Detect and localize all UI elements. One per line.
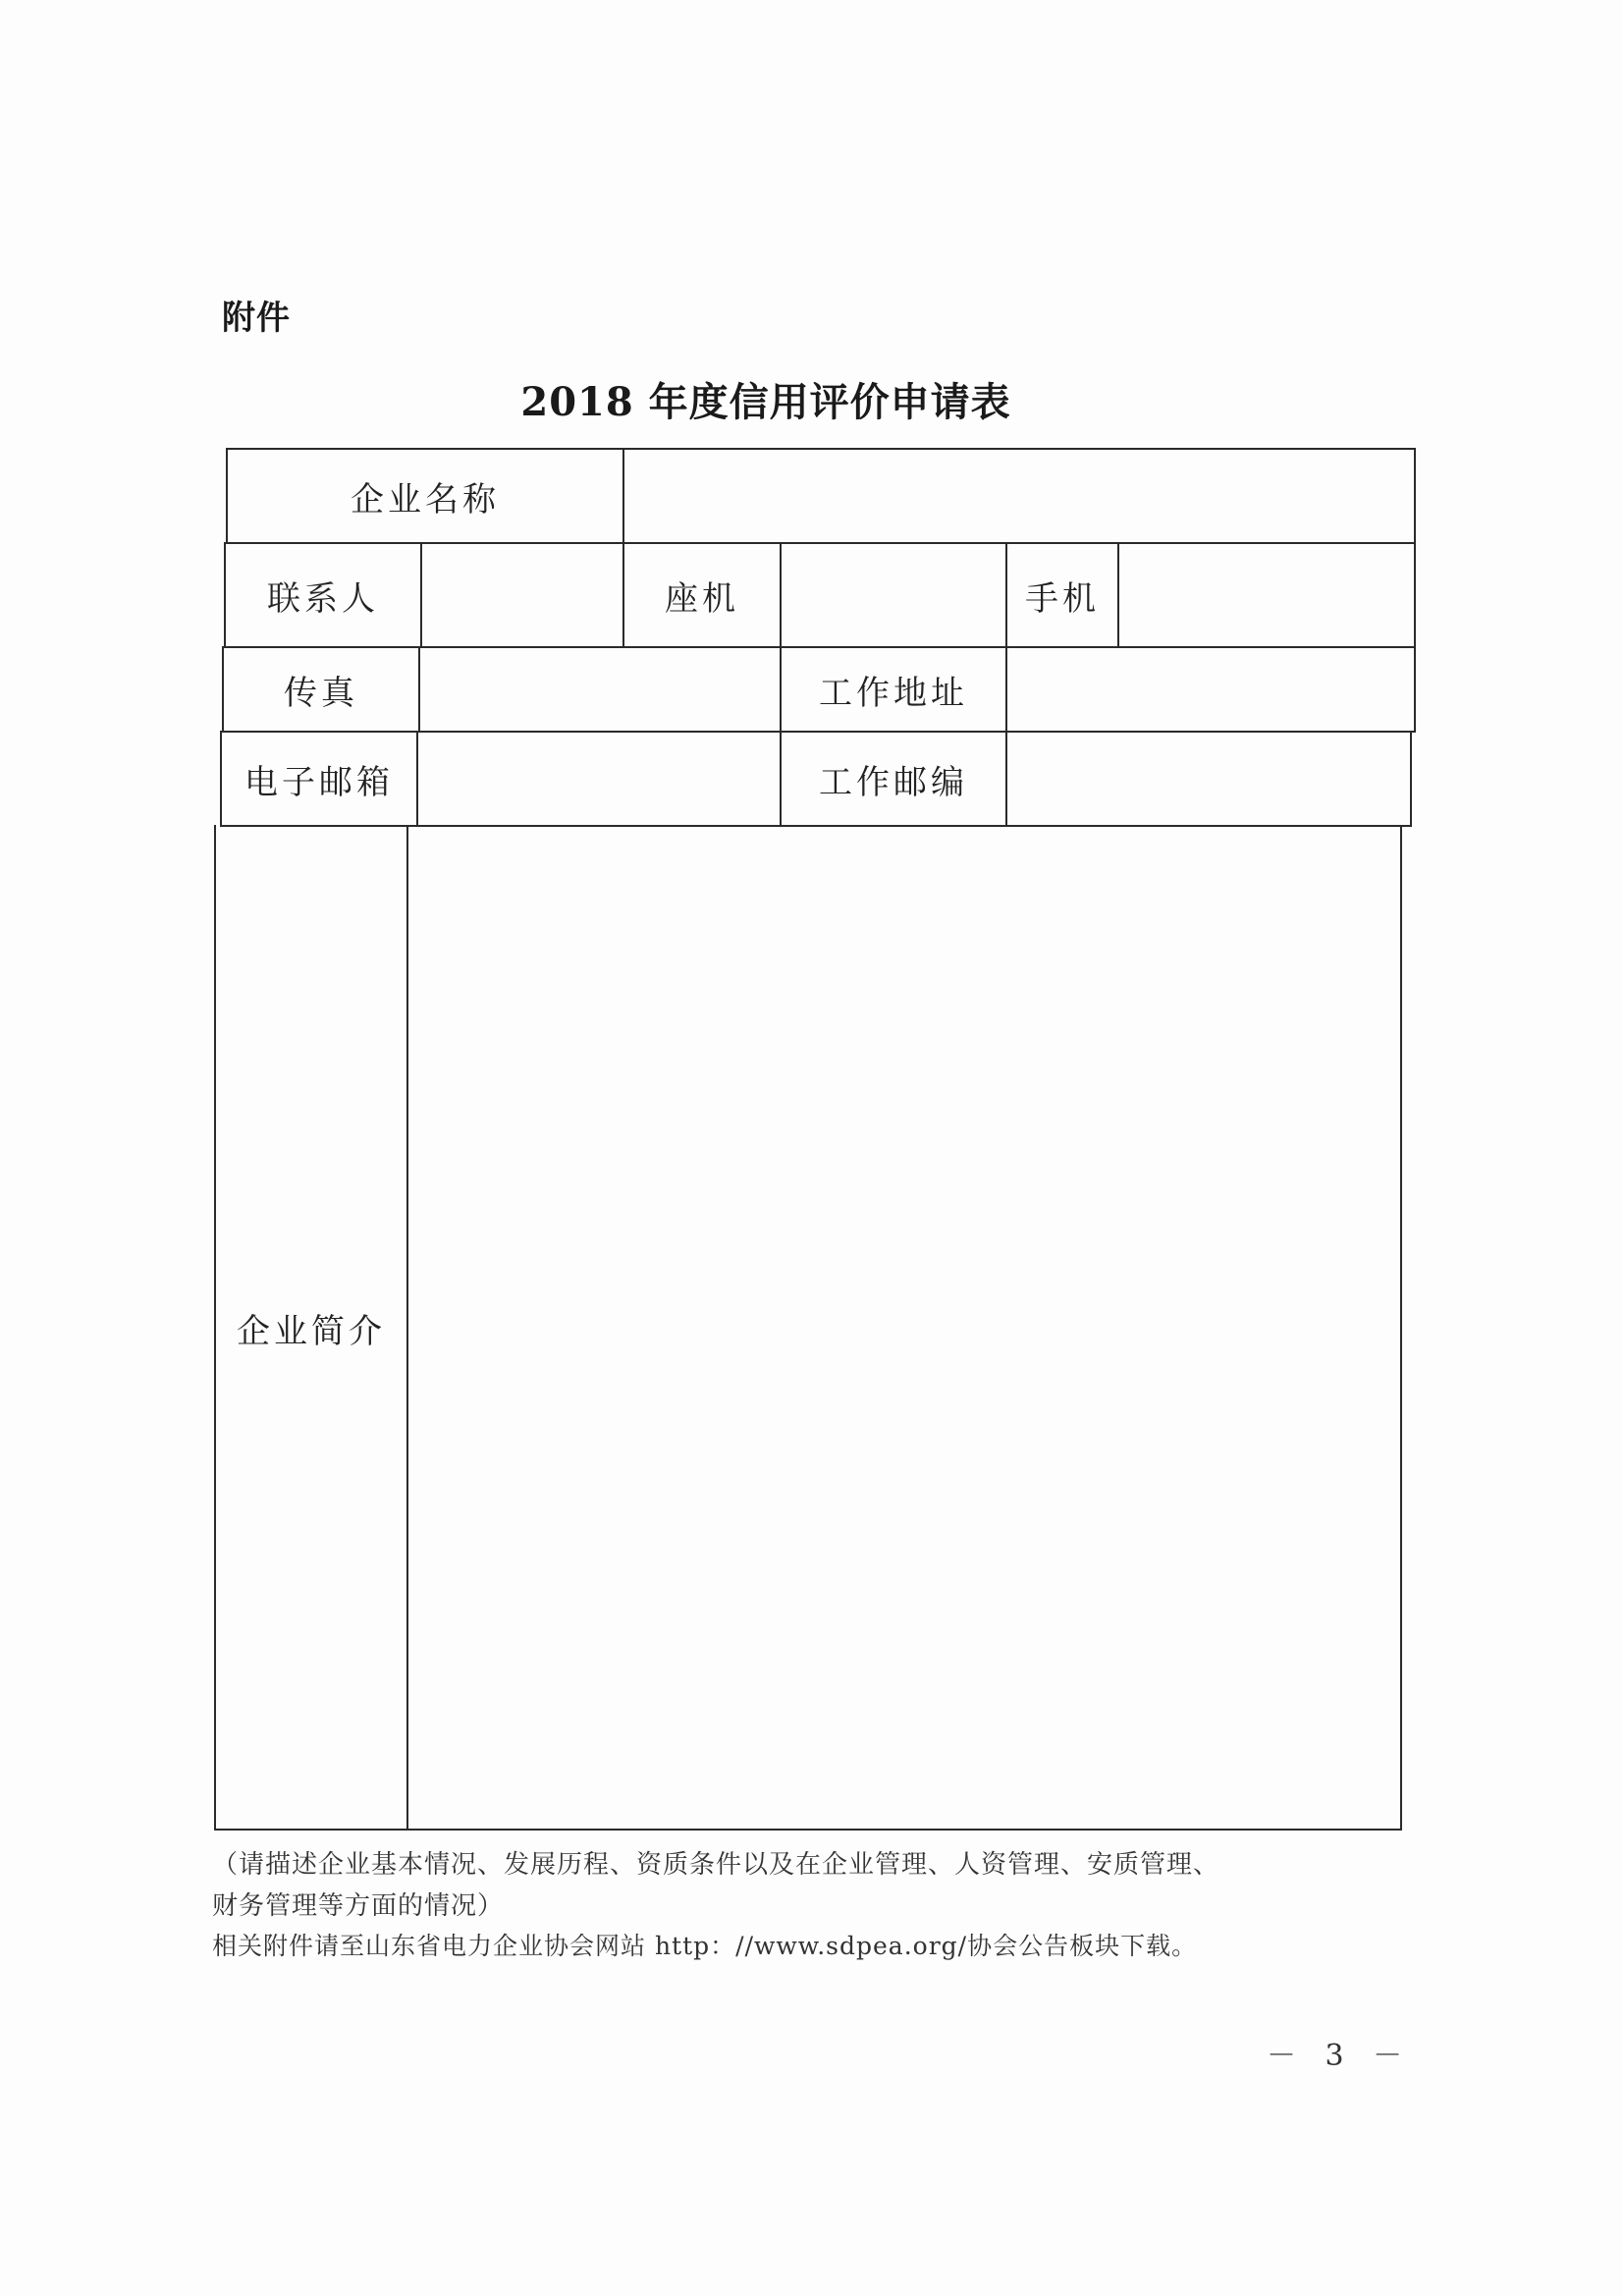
mobile-field[interactable]: [1119, 544, 1414, 646]
email-field[interactable]: [418, 733, 780, 825]
note-line-3: 相关附件请至山东省电力企业协会网站 http：//www.sdpea.org/协会公告板块下载。: [212, 1932, 1198, 1960]
company-name-field[interactable]: [624, 450, 1414, 542]
work-address-label: 工作地址: [819, 673, 968, 713]
work-address-field[interactable]: [1007, 648, 1414, 731]
contact-field[interactable]: [422, 544, 622, 646]
landline-label: 座机: [665, 578, 739, 619]
company-name-label: 企业名称: [351, 479, 500, 519]
contact-label: 联系人: [267, 578, 379, 619]
company-profile-field[interactable]: [408, 827, 1400, 1829]
email-label: 电子邮箱: [244, 762, 394, 802]
postcode-label: 工作邮编: [819, 762, 968, 802]
page-number: － 3 －: [1267, 2039, 1413, 2073]
note-line-1: （请描述企业基本情况、发展历程、资质条件以及在企业管理、人资管理、安质管理、: [212, 1850, 1220, 1880]
fax-field[interactable]: [420, 648, 780, 731]
form-title: 2018 年度信用评价申请表: [520, 379, 1011, 425]
mobile-label: 手机: [1025, 578, 1100, 619]
fax-label: 传真: [284, 673, 358, 713]
attachment-label: 附件: [222, 299, 291, 338]
postcode-field[interactable]: [1007, 733, 1410, 825]
company-profile-label: 企业简介: [237, 1311, 386, 1351]
note-line-2: 财务管理等方面的情况）: [212, 1891, 505, 1921]
landline-field[interactable]: [782, 544, 1005, 646]
